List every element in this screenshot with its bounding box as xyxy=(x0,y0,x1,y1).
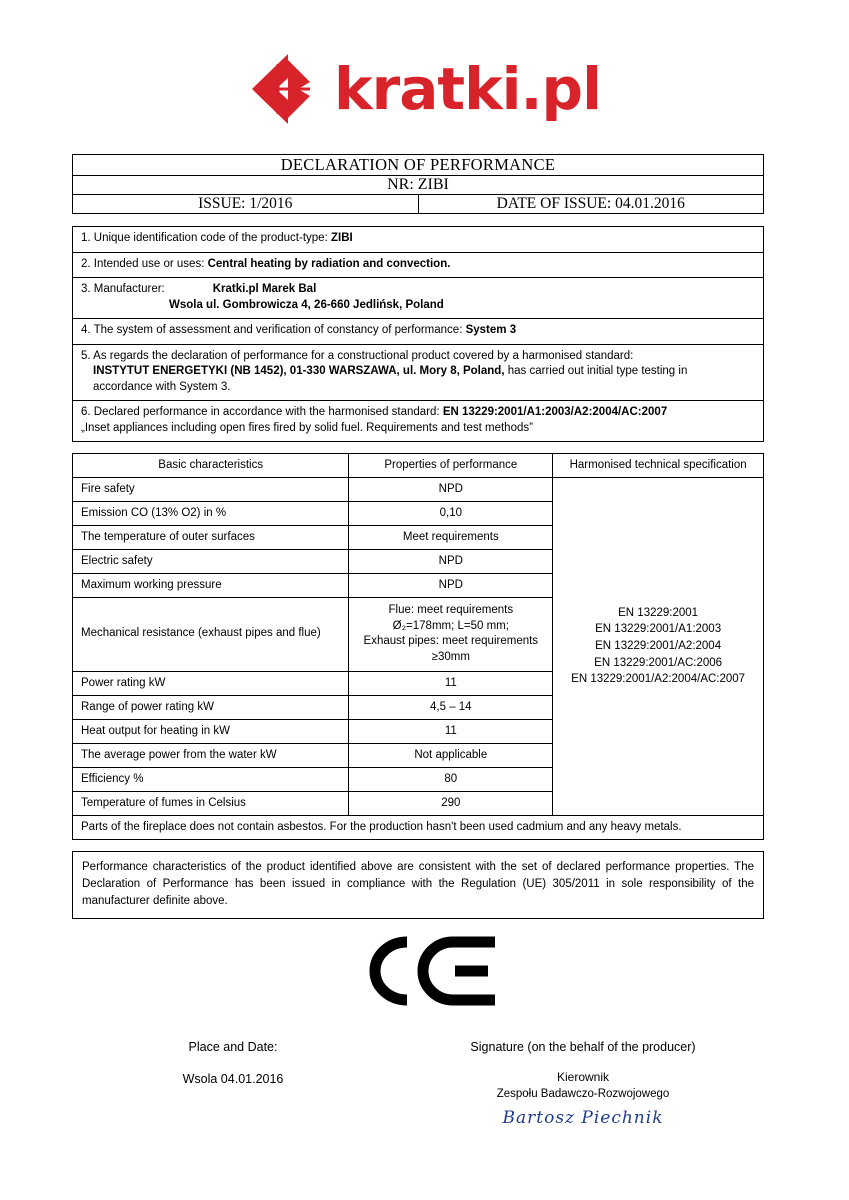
clause-6-prefix: 6. Declared performance in accordance with the harmonised standard: xyxy=(81,406,443,419)
table-header-row xyxy=(73,454,764,478)
perf-average-water-power: Not applicable xyxy=(349,744,553,768)
issue-value: ISSUE: 1/2016 xyxy=(73,195,419,214)
statement-table xyxy=(72,851,764,919)
clauses-section xyxy=(72,226,764,442)
asbestos-note-row xyxy=(73,816,764,840)
char-heat-output: Heat output for heating in kW xyxy=(73,720,349,744)
char-power-rating: Power rating kW xyxy=(73,672,349,696)
signer-title: Kierownik xyxy=(556,1070,610,1084)
char-outer-surface-temperature: The temperature of outer surfaces xyxy=(73,526,349,550)
document-title: DECLARATION OF PERFORMANCE xyxy=(73,155,764,176)
manufacturer-name: Kratki.pl Marek Bal xyxy=(212,283,317,296)
clause-5-line2-rest: has carried out initial type testing in xyxy=(504,365,688,378)
clause-1-value: ZIBI xyxy=(330,232,353,244)
handwritten-signature: Bartosz Piechnik xyxy=(502,1108,664,1128)
char-fire-safety: Fire safety xyxy=(73,478,349,502)
characteristics-table xyxy=(72,453,764,840)
mech-line-2: Ø₂=178mm; L=50 mm; xyxy=(392,619,509,632)
clause-6-line2: „Inset appliances including open fires fired by solid fuel. Requirements and test methods” xyxy=(81,421,533,434)
statement-section xyxy=(72,851,764,919)
table-row xyxy=(73,478,764,502)
clause-5-line1: 5. As regards the declaration of performance for a constructional product covered by a harmonised standard: xyxy=(81,349,634,362)
char-fumes-temperature: Temperature of fumes in Celsius xyxy=(73,792,349,816)
signature-block xyxy=(394,1040,772,1128)
clause-3-prefix: 3. Manufacturer: xyxy=(81,283,165,296)
mech-line-1: Flue: meet requirements xyxy=(388,604,514,617)
ce-mark-icon xyxy=(345,930,505,1012)
clause-row-5 xyxy=(73,344,764,401)
clause-row-1 xyxy=(73,227,764,253)
clause-2-prefix: 2. Intended use or uses: xyxy=(81,257,208,270)
place-and-date-label: Place and Date: xyxy=(188,1040,278,1054)
document-number: NR: ZIBI xyxy=(73,176,764,195)
perf-fumes-temperature: 290 xyxy=(349,792,553,816)
perf-efficiency: 80 xyxy=(349,768,553,792)
mech-line-3: Exhaust pipes: meet requirements xyxy=(363,635,539,648)
clause-1-prefix: 1. Unique identification code of the product-type: xyxy=(81,232,331,244)
statement-text: Performance characteristics of the product identified above are consistent with the set of declared performance properties. The Declaration of Performance has been issued in compliance with the Regulation (UE) 305/2011 in sole responsibility of the manufacturer definite above. xyxy=(73,852,764,919)
clause-4-value: System 3 xyxy=(465,324,517,337)
col-header-harmonised-technical-specification: Harmonised technical specification xyxy=(553,454,764,478)
clause-6 xyxy=(73,401,764,442)
perf-fire-safety: NPD xyxy=(349,478,553,502)
characteristics-section xyxy=(72,453,764,840)
char-range-power-rating: Range of power rating kW xyxy=(73,696,349,720)
spec-line-3: EN 13229:2001/A2:2004 xyxy=(595,639,722,652)
spec-line-5: EN 13229:2001/A2:2004/AC:2007 xyxy=(571,673,746,686)
clause-5-line3: accordance with System 3. xyxy=(93,380,231,393)
spec-line-2: EN 13229:2001/A1:2003 xyxy=(595,623,722,636)
perf-emission-co: 0,10 xyxy=(349,502,553,526)
perf-max-working-pressure: NPD xyxy=(349,574,553,598)
document-header-table xyxy=(72,154,764,214)
mech-line-4: ≥30mm xyxy=(431,650,470,663)
signature-label: Signature (on the behalf of the producer) xyxy=(470,1040,696,1054)
spec-line-1: EN 13229:2001 xyxy=(618,606,699,619)
char-efficiency: Efficiency % xyxy=(73,768,349,792)
place-and-date-block xyxy=(72,1040,394,1128)
kratki-logo-icon xyxy=(248,52,324,126)
clause-1 xyxy=(73,227,764,253)
header-issue-row xyxy=(73,195,764,214)
company-logo xyxy=(0,44,849,134)
clause-row-2 xyxy=(73,252,764,278)
col-header-properties-of-performance: Properties of performance xyxy=(349,454,553,478)
perf-electric-safety: NPD xyxy=(349,550,553,574)
clause-row-6 xyxy=(73,401,764,442)
clause-3 xyxy=(73,278,764,319)
perf-range-power-rating: 4,5 – 14 xyxy=(349,696,553,720)
ce-mark xyxy=(0,930,849,1017)
perf-power-rating: 11 xyxy=(349,672,553,696)
place-and-date-value: Wsola 04.01.2016 xyxy=(182,1072,284,1086)
perf-heat-output: 11 xyxy=(349,720,553,744)
clause-row-4 xyxy=(73,319,764,345)
asbestos-note: Parts of the fireplace does not contain asbestos. For the production hasn't been used cadmium and any heavy metals. xyxy=(73,816,764,840)
document-body xyxy=(72,154,764,919)
clause-4-prefix: 4. The system of assessment and verification of constancy of performance: xyxy=(81,324,466,337)
signature-labels-row xyxy=(72,1040,772,1128)
clause-4 xyxy=(73,319,764,345)
char-max-working-pressure: Maximum working pressure xyxy=(73,574,349,598)
spec-line-4: EN 13229:2001/AC:2006 xyxy=(594,656,723,669)
perf-mechanical-resistance xyxy=(349,598,553,672)
header-title-row xyxy=(73,155,764,176)
signer-department: Zespołu Badawczo-Rozwojowego xyxy=(496,1088,670,1100)
harmonised-standard: EN 13229:2001/A1:2003/A2:2004/AC:2007 xyxy=(442,406,668,419)
notified-body: INSTYTUT ENERGETYKI (NB 1452), 01-330 WARSZAWA, ul. Mory 8, Poland, xyxy=(93,365,505,378)
signature-section xyxy=(72,1040,772,1128)
char-mechanical-resistance: Mechanical resistance (exhaust pipes and flue) xyxy=(73,598,349,672)
statement-row xyxy=(73,852,764,919)
char-electric-safety: Electric safety xyxy=(73,550,349,574)
char-average-water-power: The average power from the water kW xyxy=(73,744,349,768)
clause-2 xyxy=(73,252,764,278)
perf-outer-surface-temperature: Meet requirements xyxy=(349,526,553,550)
col-header-basic-characteristics: Basic characteristics xyxy=(73,454,349,478)
header-nr-row xyxy=(73,176,764,195)
clause-2-value: Central heating by radiation and convection. xyxy=(207,257,451,270)
clause-row-3 xyxy=(73,278,764,319)
date-of-issue-value: DATE OF ISSUE: 04.01.2016 xyxy=(418,195,764,214)
manufacturer-address: Wsola ul. Gombrowicza 4, 26-660 Jedlińsk, Poland xyxy=(169,298,444,311)
char-emission-co: Emission CO (13% O2) in % xyxy=(73,502,349,526)
brand-name: kratki.pl xyxy=(334,55,601,123)
clause-5 xyxy=(73,344,764,401)
harmonised-specification-cell xyxy=(553,478,764,816)
clauses-table xyxy=(72,226,764,442)
